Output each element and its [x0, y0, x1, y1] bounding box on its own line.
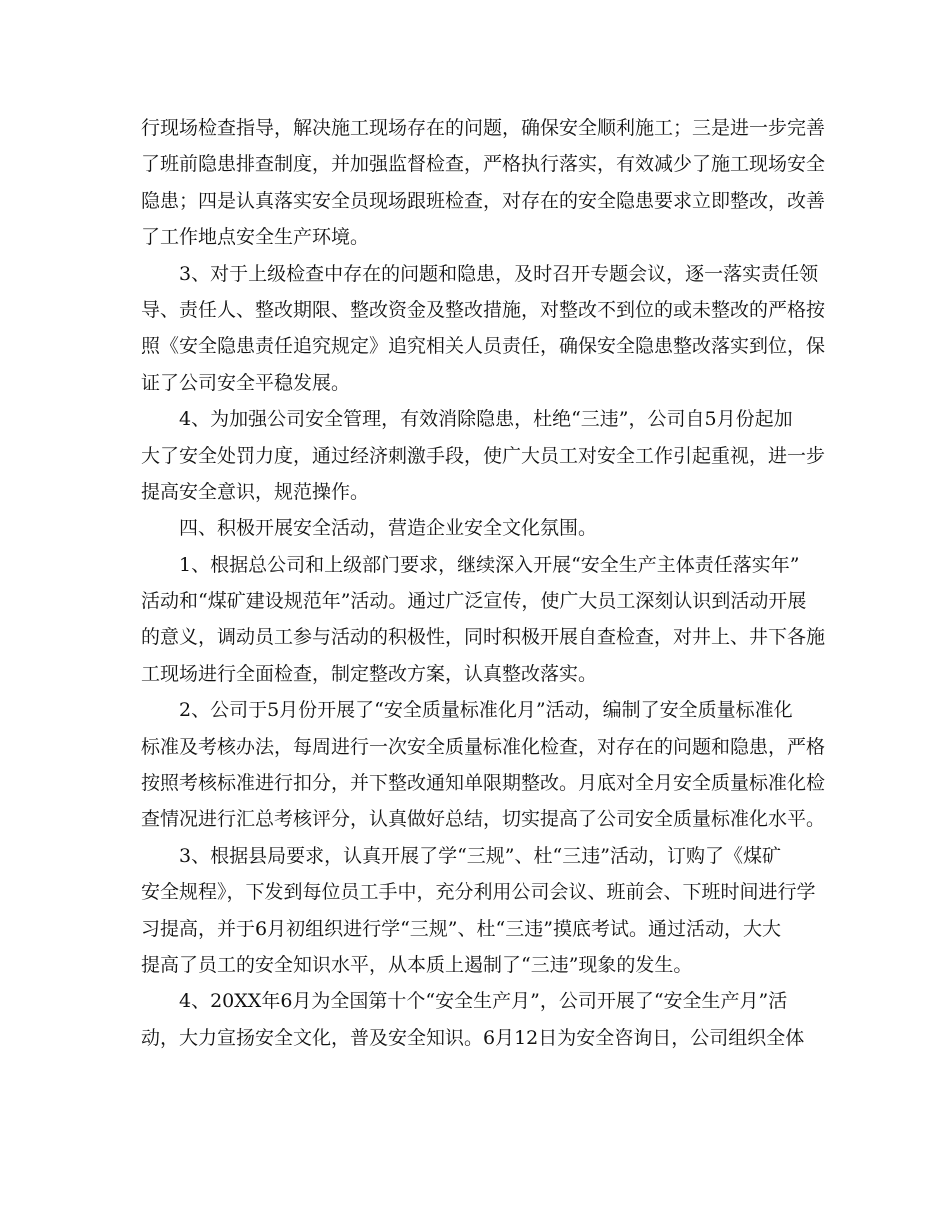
paragraph-start-line: 4、20XX年6月为全国第十个“安全生产月”，公司开展了“安全生产月”活 [179, 990, 788, 1013]
paragraph-start-line: 3、对于上级检查中存在的问题和隐患，及时召开专题会议，逐一落实责任领 [179, 262, 819, 285]
text-line: 按照考核标准进行扣分，并下整改通知单限期整改。月底对全月安全质量标准化检 [141, 772, 826, 795]
text-line: 标准及考核办法，每周进行一次安全质量标准化检查，对存在的问题和隐患，严格 [141, 735, 826, 758]
text-line: 照《安全隐患责任追究规定》追究相关人员责任，确保安全隐患整改落实到位，保 [141, 335, 826, 358]
text-line: 安全规程》，下发到每位员工手中，充分利用公司会议、班前会、下班时间进行学 [141, 881, 816, 904]
text-line: 了工作地点安全生产环境。 [141, 226, 370, 249]
text-line: 习提高，并于6月初组织进行学“三规”、杜“三违”摸底考试。通过活动，大大 [141, 917, 781, 940]
paragraph-start-line: 3、根据县局要求，认真开展了学“三规”、杜“三违”活动，订购了《煤矿 [179, 844, 781, 867]
text-line: 了班前隐患排查制度，并加强监督检查，严格执行落实，有效减少了施工现场安全 [141, 153, 826, 176]
text-line: 提高安全意识，规范操作。 [141, 480, 370, 503]
paragraph-start-line: 2、公司于5月份开展了“安全质量标准化月”活动，编制了安全质量标准化 [179, 699, 793, 722]
section-heading: 四、积极开展安全活动，营造企业安全文化氛围。 [179, 517, 598, 540]
text-line: 证了公司安全平稳发展。 [141, 371, 351, 394]
document-body [141, 110, 826, 1056]
text-line: 活动和“煤矿建设规范年”活动。通过广泛宣传，使广大员工深刻认识到活动开展 [141, 590, 807, 613]
paragraph-start-line: 1、根据总公司和上级部门要求，继续深入开展“安全生产主体责任落实年” [179, 553, 800, 576]
text-line: 的意义，调动员工参与活动的积极性，同时积极开展自查检查，对井上、井下各施 [141, 626, 826, 649]
text-line: 大了安全处罚力度，通过经济刺激手段，使广大员工对安全工作引起重视，进一步 [141, 444, 826, 467]
text-line: 导、责任人、整改期限、整改资金及整改措施，对整改不到位的或未整改的严格按 [141, 298, 826, 321]
paragraph-start-line: 4、为加强公司安全管理，有效消除隐患，杜绝“三违”，公司自5月份起加 [179, 408, 793, 431]
text-line: 提高了员工的安全知识水平，从本质上遏制了“三违”现象的发生。 [141, 953, 693, 976]
text-line: 工现场进行全面检查，制定整改方案，认真整改落实。 [141, 662, 598, 685]
text-line: 行现场检查指导，解决施工现场存在的问题，确保安全顺利施工；三是进一步完善 [141, 117, 826, 139]
text-line: 查情况进行汇总考核评分，认真做好总结，切实提高了公司安全质量标准化水平。 [141, 808, 826, 831]
text-line: 动，大力宣扬安全文化，普及安全知识。6月12日为安全咨询日，公司组织全体 [141, 1026, 805, 1049]
text-line: 隐患；四是认真落实安全员现场跟班检查，对存在的安全隐患要求立即整改，改善 [141, 189, 826, 212]
